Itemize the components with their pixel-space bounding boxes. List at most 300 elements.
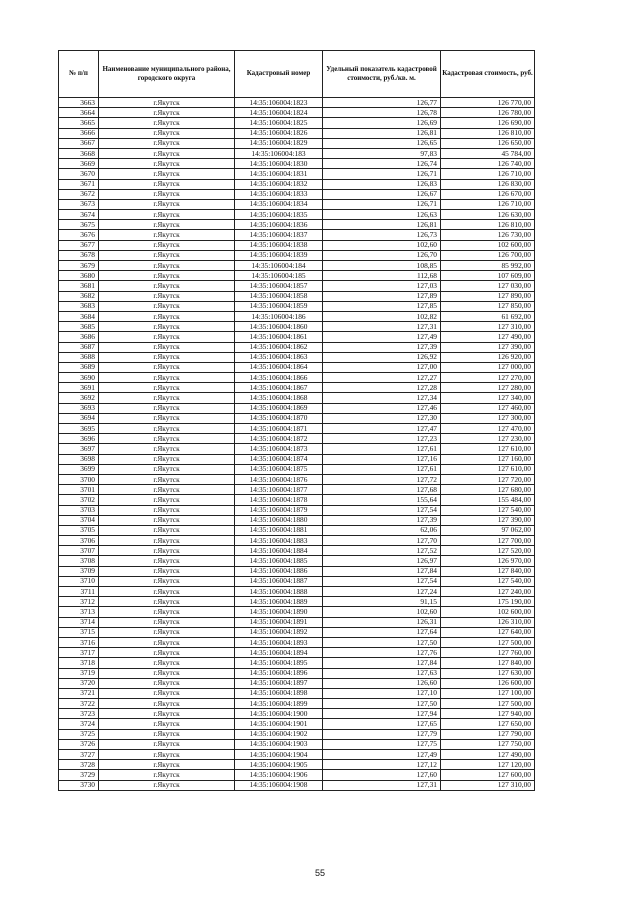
row-number-cell: 3663 bbox=[59, 98, 99, 108]
specific-value-cell: 127,79 bbox=[323, 729, 441, 739]
cadastral-cost-cell: 127 700,00 bbox=[441, 536, 535, 546]
table-header bbox=[59, 51, 535, 98]
row-number-cell: 3665 bbox=[59, 118, 99, 128]
cadastral-cost-cell: 127 100,00 bbox=[441, 688, 535, 698]
table-row bbox=[59, 760, 535, 770]
row-number-cell: 3688 bbox=[59, 352, 99, 362]
cadastral-number-cell: 14:35:106004:1868 bbox=[235, 393, 323, 403]
header-cadastral-cost: Кадастровая стоимость, руб. bbox=[441, 51, 535, 98]
table-row bbox=[59, 322, 535, 332]
table-row bbox=[59, 617, 535, 627]
row-number-cell: 3687 bbox=[59, 342, 99, 352]
cadastral-number-cell: 14:35:106004:1839 bbox=[235, 250, 323, 260]
cadastral-number-cell: 14:35:106004:1895 bbox=[235, 658, 323, 668]
table-row bbox=[59, 118, 535, 128]
cadastral-number-cell: 14:35:106004:1836 bbox=[235, 220, 323, 230]
specific-value-cell: 127,27 bbox=[323, 373, 441, 383]
cadastral-cost-cell: 127 460,00 bbox=[441, 403, 535, 413]
table-row bbox=[59, 678, 535, 688]
specific-value-cell: 126,65 bbox=[323, 138, 441, 148]
row-number-cell: 3717 bbox=[59, 648, 99, 658]
row-number-cell: 3670 bbox=[59, 169, 99, 179]
specific-value-cell: 126,83 bbox=[323, 179, 441, 189]
row-number-cell: 3684 bbox=[59, 311, 99, 321]
district-cell: г.Якутск bbox=[99, 118, 235, 128]
cadastral-number-cell: 14:35:106004:1878 bbox=[235, 495, 323, 505]
cadastral-number-cell: 14:35:106004:1903 bbox=[235, 739, 323, 749]
cadastral-cost-cell: 175 190,00 bbox=[441, 597, 535, 607]
row-number-cell: 3713 bbox=[59, 607, 99, 617]
row-number-cell: 3697 bbox=[59, 444, 99, 454]
row-number-cell: 3729 bbox=[59, 770, 99, 780]
row-number-cell: 3667 bbox=[59, 138, 99, 148]
district-cell: г.Якутск bbox=[99, 281, 235, 291]
cadastral-number-cell: 14:35:106004:1894 bbox=[235, 648, 323, 658]
district-cell: г.Якутск bbox=[99, 719, 235, 729]
district-cell: г.Якутск bbox=[99, 576, 235, 586]
cadastral-number-cell: 14:35:106004:1902 bbox=[235, 729, 323, 739]
district-cell: г.Якутск bbox=[99, 627, 235, 637]
table-row bbox=[59, 536, 535, 546]
specific-value-cell: 102,60 bbox=[323, 240, 441, 250]
district-cell: г.Якутск bbox=[99, 678, 235, 688]
row-number-cell: 3683 bbox=[59, 301, 99, 311]
row-number-cell: 3718 bbox=[59, 658, 99, 668]
row-number-cell: 3710 bbox=[59, 576, 99, 586]
cadastral-cost-cell: 126 700,00 bbox=[441, 250, 535, 260]
row-number-cell: 3727 bbox=[59, 750, 99, 760]
specific-value-cell: 127,10 bbox=[323, 688, 441, 698]
row-number-cell: 3682 bbox=[59, 291, 99, 301]
row-number-cell: 3702 bbox=[59, 495, 99, 505]
cadastral-cost-cell: 127 650,00 bbox=[441, 719, 535, 729]
district-cell: г.Якутск bbox=[99, 98, 235, 108]
district-cell: г.Якутск bbox=[99, 311, 235, 321]
district-cell: г.Якутск bbox=[99, 474, 235, 484]
table-row bbox=[59, 362, 535, 372]
specific-value-cell: 126,78 bbox=[323, 108, 441, 118]
row-number-cell: 3673 bbox=[59, 199, 99, 209]
table-row bbox=[59, 556, 535, 566]
cadastral-cost-cell: 102 600,00 bbox=[441, 607, 535, 617]
cadastral-number-cell: 14:35:106004:1892 bbox=[235, 627, 323, 637]
cadastral-cost-cell: 127 540,00 bbox=[441, 576, 535, 586]
table-row bbox=[59, 373, 535, 383]
cadastral-number-cell: 14:35:106004:1823 bbox=[235, 98, 323, 108]
district-cell: г.Якутск bbox=[99, 536, 235, 546]
table-row bbox=[59, 474, 535, 484]
table-row bbox=[59, 699, 535, 709]
row-number-cell: 3719 bbox=[59, 668, 99, 678]
district-cell: г.Якутск bbox=[99, 301, 235, 311]
district-cell: г.Якутск bbox=[99, 230, 235, 240]
row-number-cell: 3722 bbox=[59, 699, 99, 709]
cadastral-cost-cell: 126 830,00 bbox=[441, 179, 535, 189]
specific-value-cell: 127,12 bbox=[323, 760, 441, 770]
row-number-cell: 3694 bbox=[59, 413, 99, 423]
table-row bbox=[59, 159, 535, 169]
specific-value-cell: 126,70 bbox=[323, 250, 441, 260]
district-cell: г.Якутск bbox=[99, 291, 235, 301]
district-cell: г.Якутск bbox=[99, 485, 235, 495]
row-number-cell: 3693 bbox=[59, 403, 99, 413]
table-row bbox=[59, 240, 535, 250]
specific-value-cell: 127,00 bbox=[323, 362, 441, 372]
table-row bbox=[59, 729, 535, 739]
specific-value-cell: 126,74 bbox=[323, 159, 441, 169]
district-cell: г.Якутск bbox=[99, 434, 235, 444]
row-number-cell: 3674 bbox=[59, 210, 99, 220]
cadastral-cost-cell: 61 692,00 bbox=[441, 311, 535, 321]
table-row bbox=[59, 688, 535, 698]
cadastral-cost-cell: 127 850,00 bbox=[441, 301, 535, 311]
specific-value-cell: 127,94 bbox=[323, 709, 441, 719]
specific-value-cell: 127,46 bbox=[323, 403, 441, 413]
district-cell: г.Якутск bbox=[99, 729, 235, 739]
specific-value-cell: 127,72 bbox=[323, 474, 441, 484]
district-cell: г.Якутск bbox=[99, 128, 235, 138]
cadastral-cost-cell: 127 680,00 bbox=[441, 485, 535, 495]
cadastral-number-cell: 14:35:106004:1890 bbox=[235, 607, 323, 617]
table-row bbox=[59, 271, 535, 281]
specific-value-cell: 126,71 bbox=[323, 169, 441, 179]
specific-value-cell: 112,68 bbox=[323, 271, 441, 281]
cadastral-number-cell: 14:35:106004:1906 bbox=[235, 770, 323, 780]
cadastral-number-cell: 14:35:106004:1835 bbox=[235, 210, 323, 220]
cadastral-cost-cell: 127 840,00 bbox=[441, 566, 535, 576]
cadastral-number-cell: 14:35:106004:1860 bbox=[235, 322, 323, 332]
district-cell: г.Якутск bbox=[99, 546, 235, 556]
table-row bbox=[59, 383, 535, 393]
cadastral-cost-cell: 127 120,00 bbox=[441, 760, 535, 770]
cadastral-number-cell: 14:35:106004:1824 bbox=[235, 108, 323, 118]
specific-value-cell: 127,31 bbox=[323, 780, 441, 790]
row-number-cell: 3692 bbox=[59, 393, 99, 403]
row-number-cell: 3720 bbox=[59, 678, 99, 688]
table-row bbox=[59, 311, 535, 321]
district-cell: г.Якутск bbox=[99, 108, 235, 118]
cadastral-number-cell: 14:35:106004:1893 bbox=[235, 637, 323, 647]
row-number-cell: 3704 bbox=[59, 515, 99, 525]
cadastral-cost-cell: 127 240,00 bbox=[441, 587, 535, 597]
row-number-cell: 3680 bbox=[59, 271, 99, 281]
cadastral-cost-cell: 126 810,00 bbox=[441, 128, 535, 138]
table-row bbox=[59, 505, 535, 515]
cadastral-number-cell: 14:35:106004:1866 bbox=[235, 373, 323, 383]
specific-value-cell: 127,85 bbox=[323, 301, 441, 311]
row-number-cell: 3711 bbox=[59, 587, 99, 597]
cadastral-number-cell: 14:35:106004:1872 bbox=[235, 434, 323, 444]
cadastral-number-cell: 14:35:106004:1877 bbox=[235, 485, 323, 495]
cadastral-cost-cell: 126 710,00 bbox=[441, 199, 535, 209]
table-row bbox=[59, 739, 535, 749]
specific-value-cell: 126,77 bbox=[323, 98, 441, 108]
cadastral-cost-cell: 126 780,00 bbox=[441, 108, 535, 118]
row-number-cell: 3699 bbox=[59, 464, 99, 474]
row-number-cell: 3689 bbox=[59, 362, 99, 372]
district-cell: г.Якутск bbox=[99, 169, 235, 179]
specific-value-cell: 127,31 bbox=[323, 322, 441, 332]
row-number-cell: 3708 bbox=[59, 556, 99, 566]
district-cell: г.Якутск bbox=[99, 362, 235, 372]
row-number-cell: 3706 bbox=[59, 536, 99, 546]
row-number-cell: 3675 bbox=[59, 220, 99, 230]
cadastral-cost-cell: 127 030,00 bbox=[441, 281, 535, 291]
specific-value-cell: 126,81 bbox=[323, 220, 441, 230]
district-cell: г.Якутск bbox=[99, 525, 235, 535]
specific-value-cell: 126,81 bbox=[323, 128, 441, 138]
table-row bbox=[59, 576, 535, 586]
table-row bbox=[59, 709, 535, 719]
cadastral-cost-cell: 127 300,00 bbox=[441, 413, 535, 423]
specific-value-cell: 127,39 bbox=[323, 342, 441, 352]
cadastral-cost-cell: 126 970,00 bbox=[441, 556, 535, 566]
table-row bbox=[59, 189, 535, 199]
table-row bbox=[59, 637, 535, 647]
cadastral-number-cell: 14:35:106004:1905 bbox=[235, 760, 323, 770]
cadastral-number-cell: 14:35:106004:1858 bbox=[235, 291, 323, 301]
table-body bbox=[59, 98, 535, 791]
cadastral-number-cell: 14:35:106004:1870 bbox=[235, 413, 323, 423]
cadastral-cost-cell: 127 160,00 bbox=[441, 454, 535, 464]
table-row bbox=[59, 648, 535, 658]
cadastral-cost-cell: 127 610,00 bbox=[441, 444, 535, 454]
header-row bbox=[59, 51, 535, 98]
specific-value-cell: 127,60 bbox=[323, 770, 441, 780]
district-cell: г.Якутск bbox=[99, 332, 235, 342]
cadastral-number-cell: 14:35:106004:1900 bbox=[235, 709, 323, 719]
cadastral-cost-cell: 127 610,00 bbox=[441, 464, 535, 474]
table-row bbox=[59, 597, 535, 607]
specific-value-cell: 102,60 bbox=[323, 607, 441, 617]
specific-value-cell: 127,49 bbox=[323, 332, 441, 342]
table-row bbox=[59, 230, 535, 240]
cadastral-number-cell: 14:35:106004:1833 bbox=[235, 189, 323, 199]
specific-value-cell: 127,30 bbox=[323, 413, 441, 423]
district-cell: г.Якутск bbox=[99, 250, 235, 260]
cadastral-cost-cell: 126 810,00 bbox=[441, 220, 535, 230]
table-row bbox=[59, 301, 535, 311]
header-district: Наименование муниципального района, городского округа bbox=[99, 51, 235, 98]
row-number-cell: 3724 bbox=[59, 719, 99, 729]
specific-value-cell: 126,97 bbox=[323, 556, 441, 566]
district-cell: г.Якутск bbox=[99, 637, 235, 647]
district-cell: г.Якутск bbox=[99, 220, 235, 230]
row-number-cell: 3671 bbox=[59, 179, 99, 189]
row-number-cell: 3701 bbox=[59, 485, 99, 495]
table-row bbox=[59, 393, 535, 403]
table-row bbox=[59, 770, 535, 780]
cadastral-cost-cell: 127 230,00 bbox=[441, 434, 535, 444]
cadastral-cost-cell: 126 920,00 bbox=[441, 352, 535, 362]
cadastral-cost-cell: 107 609,00 bbox=[441, 271, 535, 281]
district-cell: г.Якутск bbox=[99, 383, 235, 393]
cadastral-number-cell: 14:35:106004:1885 bbox=[235, 556, 323, 566]
district-cell: г.Якутск bbox=[99, 159, 235, 169]
district-cell: г.Якутск bbox=[99, 709, 235, 719]
specific-value-cell: 127,47 bbox=[323, 424, 441, 434]
row-number-cell: 3723 bbox=[59, 709, 99, 719]
cadastral-number-cell: 14:35:106004:1879 bbox=[235, 505, 323, 515]
cadastral-number-cell: 14:35:106004:1832 bbox=[235, 179, 323, 189]
district-cell: г.Якутск bbox=[99, 393, 235, 403]
table-row bbox=[59, 250, 535, 260]
cadastral-number-cell: 14:35:106004:1896 bbox=[235, 668, 323, 678]
cadastral-number-cell: 14:35:106004:1825 bbox=[235, 118, 323, 128]
row-number-cell: 3700 bbox=[59, 474, 99, 484]
cadastral-cost-cell: 127 490,00 bbox=[441, 750, 535, 760]
cadastral-cost-cell: 126 730,00 bbox=[441, 230, 535, 240]
cadastral-cost-cell: 45 784,00 bbox=[441, 148, 535, 158]
district-cell: г.Якутск bbox=[99, 587, 235, 597]
table-row bbox=[59, 128, 535, 138]
specific-value-cell: 102,82 bbox=[323, 311, 441, 321]
cadastral-number-cell: 14:35:106004:1886 bbox=[235, 566, 323, 576]
cadastral-number-cell: 14:35:106004:1864 bbox=[235, 362, 323, 372]
row-number-cell: 3714 bbox=[59, 617, 99, 627]
row-number-cell: 3705 bbox=[59, 525, 99, 535]
district-cell: г.Якутск bbox=[99, 424, 235, 434]
row-number-cell: 3696 bbox=[59, 434, 99, 444]
specific-value-cell: 127,39 bbox=[323, 515, 441, 525]
district-cell: г.Якутск bbox=[99, 760, 235, 770]
cadastral-number-cell: 14:35:106004:1838 bbox=[235, 240, 323, 250]
district-cell: г.Якутск bbox=[99, 556, 235, 566]
cadastral-cost-cell: 127 540,00 bbox=[441, 505, 535, 515]
district-cell: г.Якутск bbox=[99, 566, 235, 576]
table-row bbox=[59, 525, 535, 535]
table-row bbox=[59, 179, 535, 189]
header-cadastral-number: Кадастровый номер bbox=[235, 51, 323, 98]
cadastral-number-cell: 14:35:106004:1876 bbox=[235, 474, 323, 484]
specific-value-cell: 91,15 bbox=[323, 597, 441, 607]
table-row bbox=[59, 342, 535, 352]
cadastral-number-cell: 14:35:106004:1861 bbox=[235, 332, 323, 342]
district-cell: г.Якутск bbox=[99, 515, 235, 525]
row-number-cell: 3681 bbox=[59, 281, 99, 291]
row-number-cell: 3716 bbox=[59, 637, 99, 647]
row-number-cell: 3685 bbox=[59, 322, 99, 332]
cadastral-number-cell: 14:35:106004:1901 bbox=[235, 719, 323, 729]
cadastral-number-cell: 14:35:106004:1857 bbox=[235, 281, 323, 291]
cadastral-number-cell: 14:35:106004:1826 bbox=[235, 128, 323, 138]
row-number-cell: 3728 bbox=[59, 760, 99, 770]
district-cell: г.Якутск bbox=[99, 138, 235, 148]
cadastral-cost-cell: 85 992,00 bbox=[441, 261, 535, 271]
specific-value-cell: 127,65 bbox=[323, 719, 441, 729]
table-row bbox=[59, 148, 535, 158]
cadastral-cost-cell: 127 000,00 bbox=[441, 362, 535, 372]
cadastral-cost-cell: 126 630,00 bbox=[441, 210, 535, 220]
cadastral-cost-cell: 126 770,00 bbox=[441, 98, 535, 108]
row-number-cell: 3676 bbox=[59, 230, 99, 240]
district-cell: г.Якутск bbox=[99, 261, 235, 271]
district-cell: г.Якутск bbox=[99, 750, 235, 760]
table-row bbox=[59, 261, 535, 271]
specific-value-cell: 127,28 bbox=[323, 383, 441, 393]
cadastral-cost-cell: 127 310,00 bbox=[441, 322, 535, 332]
specific-value-cell: 127,84 bbox=[323, 566, 441, 576]
cadastral-number-cell: 14:35:106004:1891 bbox=[235, 617, 323, 627]
cadastral-cost-cell: 127 280,00 bbox=[441, 383, 535, 393]
specific-value-cell: 127,61 bbox=[323, 444, 441, 454]
cadastral-cost-cell: 126 310,00 bbox=[441, 617, 535, 627]
table-row bbox=[59, 485, 535, 495]
row-number-cell: 3666 bbox=[59, 128, 99, 138]
row-number-cell: 3725 bbox=[59, 729, 99, 739]
cadastral-number-cell: 14:35:106004:1863 bbox=[235, 352, 323, 362]
specific-value-cell: 127,23 bbox=[323, 434, 441, 444]
cadastral-number-cell: 14:35:106004:1831 bbox=[235, 169, 323, 179]
table-row bbox=[59, 210, 535, 220]
cadastral-cost-cell: 127 750,00 bbox=[441, 739, 535, 749]
table-row bbox=[59, 444, 535, 454]
district-cell: г.Якутск bbox=[99, 148, 235, 158]
cadastral-cost-cell: 127 340,00 bbox=[441, 393, 535, 403]
row-number-cell: 3730 bbox=[59, 780, 99, 790]
cadastral-number-cell: 14:35:106004:1880 bbox=[235, 515, 323, 525]
district-cell: г.Якутск bbox=[99, 617, 235, 627]
table-row bbox=[59, 780, 535, 790]
table-row bbox=[59, 332, 535, 342]
specific-value-cell: 126,69 bbox=[323, 118, 441, 128]
table-row bbox=[59, 424, 535, 434]
district-cell: г.Якутск bbox=[99, 373, 235, 383]
specific-value-cell: 126,60 bbox=[323, 678, 441, 688]
table-row bbox=[59, 607, 535, 617]
row-number-cell: 3695 bbox=[59, 424, 99, 434]
row-number-cell: 3715 bbox=[59, 627, 99, 637]
cadastral-number-cell: 14:35:106004:1874 bbox=[235, 454, 323, 464]
specific-value-cell: 127,50 bbox=[323, 637, 441, 647]
row-number-cell: 3712 bbox=[59, 597, 99, 607]
specific-value-cell: 126,71 bbox=[323, 199, 441, 209]
table-row bbox=[59, 668, 535, 678]
district-cell: г.Якутск bbox=[99, 780, 235, 790]
row-number-cell: 3703 bbox=[59, 505, 99, 515]
specific-value-cell: 127,84 bbox=[323, 658, 441, 668]
table-row bbox=[59, 291, 535, 301]
district-cell: г.Якутск bbox=[99, 658, 235, 668]
table-row bbox=[59, 464, 535, 474]
row-number-cell: 3686 bbox=[59, 332, 99, 342]
district-cell: г.Якутск bbox=[99, 271, 235, 281]
district-cell: г.Якутск bbox=[99, 413, 235, 423]
specific-value-cell: 126,31 bbox=[323, 617, 441, 627]
specific-value-cell: 127,54 bbox=[323, 505, 441, 515]
cadastral-number-cell: 14:35:106004:183 bbox=[235, 148, 323, 158]
cadastral-value-table bbox=[58, 50, 535, 791]
table-row bbox=[59, 434, 535, 444]
district-cell: г.Якутск bbox=[99, 403, 235, 413]
cadastral-cost-cell: 126 650,00 bbox=[441, 138, 535, 148]
table-row bbox=[59, 627, 535, 637]
row-number-cell: 3678 bbox=[59, 250, 99, 260]
cadastral-cost-cell: 155 484,00 bbox=[441, 495, 535, 505]
specific-value-cell: 127,64 bbox=[323, 627, 441, 637]
specific-value-cell: 127,50 bbox=[323, 699, 441, 709]
cadastral-number-cell: 14:35:106004:1875 bbox=[235, 464, 323, 474]
specific-value-cell: 127,61 bbox=[323, 464, 441, 474]
row-number-cell: 3707 bbox=[59, 546, 99, 556]
cadastral-number-cell: 14:35:106004:1889 bbox=[235, 597, 323, 607]
cadastral-number-cell: 14:35:106004:1899 bbox=[235, 699, 323, 709]
table-row bbox=[59, 587, 535, 597]
district-cell: г.Якутск bbox=[99, 597, 235, 607]
cadastral-number-cell: 14:35:106004:1837 bbox=[235, 230, 323, 240]
district-cell: г.Якутск bbox=[99, 322, 235, 332]
row-number-cell: 3721 bbox=[59, 688, 99, 698]
